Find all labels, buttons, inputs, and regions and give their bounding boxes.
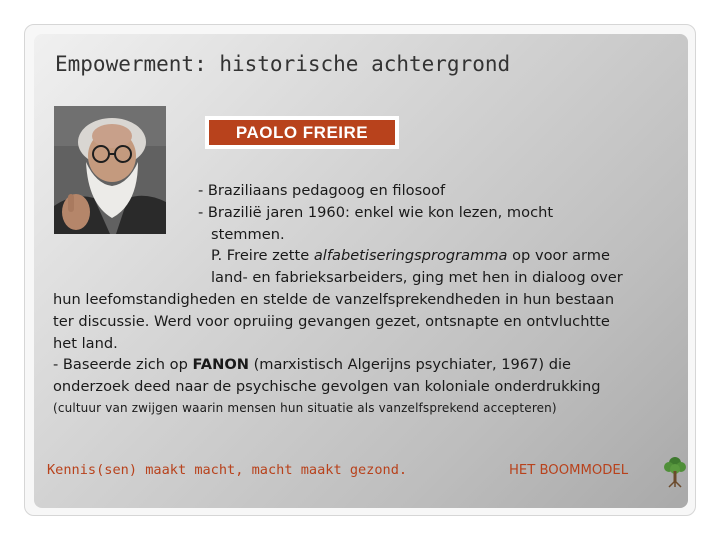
name-badge — [205, 116, 399, 149]
silence-culture-note: (cultuur van zwijgen waarin mensen hun situatie als vanzelfsprekend accepteren) — [53, 400, 557, 415]
bullet-brazil-1960-cont: stemmen. — [211, 225, 285, 243]
bullet-philosopher: - Braziliaans pedagoog en filosoof — [198, 182, 446, 199]
fanon-line — [53, 354, 673, 376]
colonial-research-line: onderzoek deed naar de psychische gevolgen van koloniale onderdrukking — [53, 378, 601, 396]
literacy-post: op voor arme — [507, 247, 610, 265]
literacy-pre: P. Freire zette — [211, 247, 314, 265]
fanon-pre: - Baseerde zich op — [53, 356, 193, 374]
living-conditions-line: hun leefomstandigheden en stelde de vanzelfsprekendheden in hun bestaan — [53, 290, 615, 308]
country-line: het land. — [53, 334, 118, 352]
slide-panel — [34, 34, 688, 508]
bullet-brazil-1960: - Brazilië jaren 1960: enkel wie kon lezen, mocht — [198, 203, 554, 221]
fanon-post: (marxistisch Algerijns psychiater, 1967) die — [248, 356, 572, 374]
fanon-name: FANON — [192, 356, 249, 374]
literacy-program-term: alfabetiseringsprogramma — [313, 247, 508, 265]
name-badge-label: PAOLO FREIRE — [209, 120, 395, 145]
discussion-line: ter discussie. Werd voor opruiing gevangen gezet, ontsnapte en ontvluchtte — [53, 312, 610, 330]
tree-icon[interactable] — [662, 454, 688, 488]
workers-line: land- en fabrieksarbeiders, ging met hen in dialoog over — [211, 269, 623, 287]
footer-tagline: Kennis(sen) maakt macht, macht maakt gezond. — [47, 462, 408, 478]
body-text — [53, 180, 673, 419]
literacy-program-line — [53, 245, 673, 267]
footer-model-label[interactable]: HET BOOMMODEL — [509, 463, 629, 478]
slide-title: Empowerment: historische achtergrond — [55, 52, 511, 76]
